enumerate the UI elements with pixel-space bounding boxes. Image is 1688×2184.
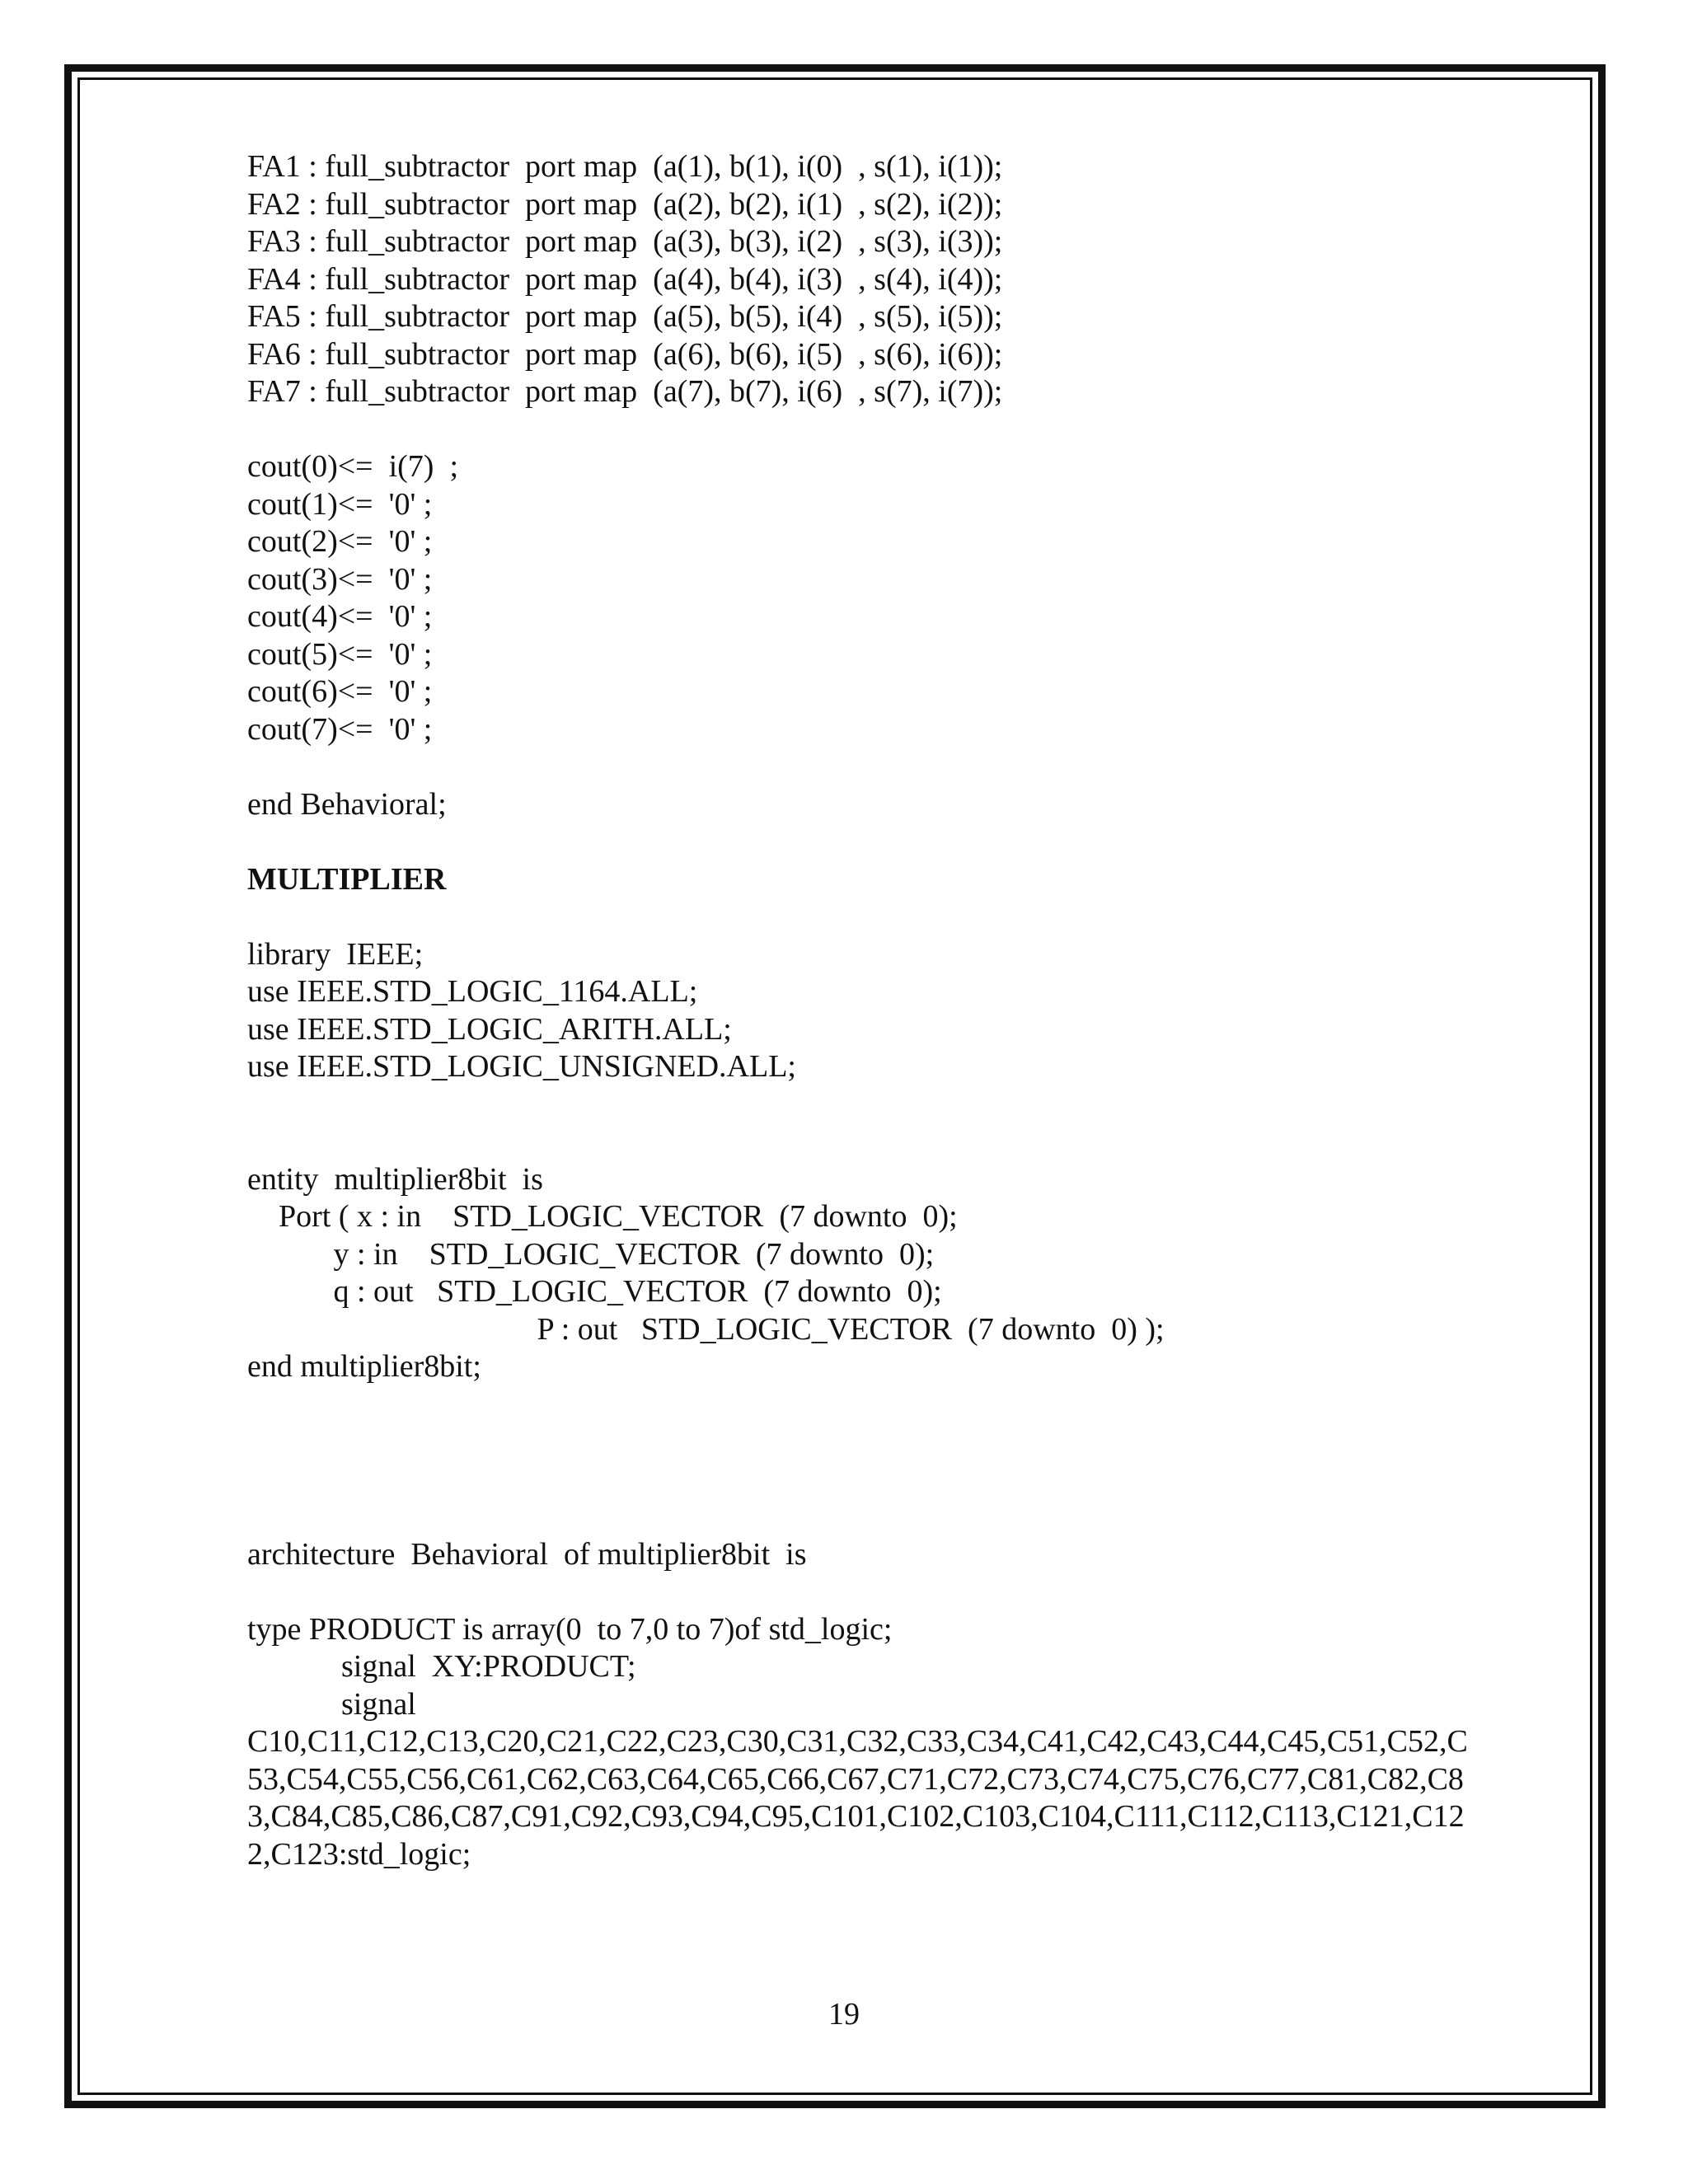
code-line-signal-list: C10,C11,C12,C13,C20,C21,C22,C23,C30,C31,C32,C33,C34,C41,C42,C43,C44,C45,C51,C52,C53,C54,C55,C56,C61,C62,C63,C64,C65,C66,C67,C71,C72,C73,C74,C75,C76,C77,C81,C82,C83,C84,C85,C86,C87,C91,C92,C93,C94,C95,C101,C102,C103,C104,C111,C112,C113,C121,C122,C123:std_logic; [247,1724,1468,1872]
section-heading: MULTIPLIER [247,861,447,897]
code-line-architecture: architecture Behavioral of multiplier8bit is [247,1536,807,1572]
code-line-signal-xy: signal XY:PRODUCT; [247,1649,636,1684]
code-line-cout0: cout(0)<= i(7) ; [247,449,459,484]
page-number: 19 [828,1997,860,2032]
code-line-signal: signal [247,1686,416,1722]
blank-line [247,898,1533,936]
code-line-cout2: cout(2)<= '0' ; [247,524,433,559]
code-line-fa6: FA6 : full_subtractor port map (a(6), b(6), i(5) , s(6), i(6)); [247,336,1003,372]
blank-line [247,411,1533,449]
blank-line [247,748,1533,786]
blank-line [247,1498,1533,1536]
code-line-port-x: Port ( x : in STD_LOGIC_VECTOR (7 downto 0); [247,1199,958,1234]
code-line-port-p: P : out STD_LOGIC_VECTOR (7 downto 0) ); [247,1311,1165,1347]
code-line-cout6: cout(6)<= '0' ; [247,674,433,709]
blank-line [247,1423,1533,1461]
code-line-entity: entity multiplier8bit is [247,1161,543,1197]
code-line-fa1: FA1 : full_subtractor port map (a(1), b(1), i(0) , s(1), i(1)); [247,149,1003,184]
blank-line [247,1123,1533,1161]
code-line-library: library IEEE; [247,936,424,972]
blank-line [247,1386,1533,1424]
code-line-end-entity: end multiplier8bit; [247,1349,481,1384]
code-line-use-arith: use IEEE.STD_LOGIC_ARITH.ALL; [247,1011,732,1047]
code-line-fa5: FA5 : full_subtractor port map (a(5), b(5), i(4) , s(5), i(5)); [247,299,1003,334]
code-line-use-unsigned: use IEEE.STD_LOGIC_UNSIGNED.ALL; [247,1049,796,1084]
page-content [247,148,1533,1873]
blank-line [247,823,1533,861]
code-line-cout7: cout(7)<= '0' ; [247,711,433,747]
code-line-cout5: cout(5)<= '0' ; [247,636,433,672]
code-line-fa3: FA3 : full_subtractor port map (a(3), b(3), i(2) , s(3), i(3)); [247,224,1003,259]
code-line-fa2: FA2 : full_subtractor port map (a(2), b(2), i(1) , s(2), i(2)); [247,186,1003,222]
code-line-cout3: cout(3)<= '0' ; [247,561,433,597]
blank-line [247,1086,1533,1124]
code-line-port-y: y : in STD_LOGIC_VECTOR (7 downto 0); [247,1236,935,1272]
blank-line [247,1461,1533,1499]
code-line-cout1: cout(1)<= '0' ; [247,486,433,522]
code-line-cout4: cout(4)<= '0' ; [247,599,433,634]
code-line-fa7: FA7 : full_subtractor port map (a(7), b(7), i(6) , s(7), i(7)); [247,374,1003,409]
code-line-type-product: type PRODUCT is array(0 to 7,0 to 7)of std_logic; [247,1611,893,1647]
code-line-use-1164: use IEEE.STD_LOGIC_1164.ALL; [247,974,698,1009]
blank-line [247,1573,1533,1611]
code-line-fa4: FA4 : full_subtractor port map (a(4), b(4), i(3) , s(4), i(4)); [247,261,1003,297]
code-line-port-q: q : out STD_LOGIC_VECTOR (7 downto 0); [247,1274,942,1309]
code-line-end-behavioral: end Behavioral; [247,786,447,822]
